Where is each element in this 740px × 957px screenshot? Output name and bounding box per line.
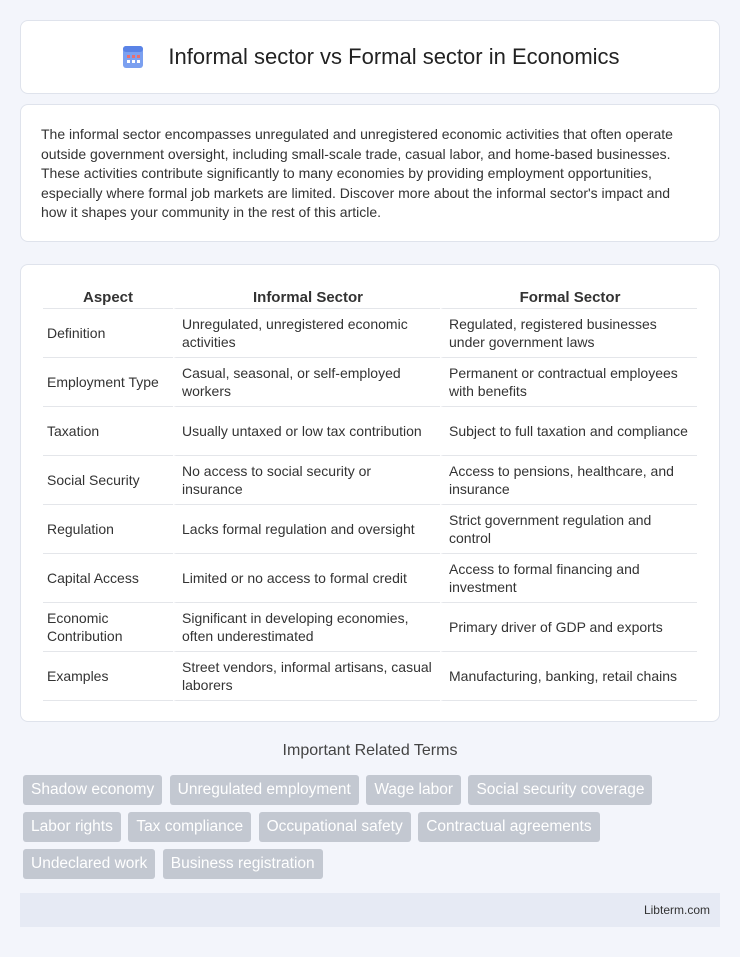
header-aspect: Aspect bbox=[43, 285, 173, 309]
title-card bbox=[20, 20, 720, 94]
comparison-table bbox=[43, 285, 697, 701]
cell-aspect: Employment Type bbox=[43, 358, 173, 407]
tag-wage-labor[interactable]: Wage labor bbox=[366, 775, 461, 805]
cell-informal: Casual, seasonal, or self-employed workers bbox=[173, 358, 440, 407]
cell-formal: Manufacturing, banking, retail chains bbox=[440, 652, 697, 701]
document-icon bbox=[120, 44, 146, 70]
tag-undeclared-work[interactable]: Undeclared work bbox=[23, 849, 155, 879]
tag-occupational-safety[interactable]: Occupational safety bbox=[259, 812, 411, 842]
cell-formal: Access to pensions, healthcare, and insurance bbox=[440, 456, 697, 505]
intro-text: The informal sector encompasses unregulated and unregistered economic activities that often operate outside government oversight, including small-scale trade, casual labor, and home-based businesses. These activities contribute significantly to many economies by providing employment opportunities, especially where formal job markets are limited. Discover more about the informal sector's impact and how it shapes your community in the rest of this article. bbox=[41, 126, 673, 220]
table-row bbox=[43, 603, 697, 652]
table-row bbox=[43, 554, 697, 603]
cell-aspect: Examples bbox=[43, 652, 173, 701]
cell-aspect: Economic Contribution bbox=[43, 603, 173, 652]
cell-informal: Significant in developing economies, often underestimated bbox=[173, 603, 440, 652]
cell-aspect: Capital Access bbox=[43, 554, 173, 603]
tag-shadow-economy[interactable]: Shadow economy bbox=[23, 775, 162, 805]
footer bbox=[20, 893, 720, 927]
related-terms-list bbox=[23, 775, 723, 886]
table-header-row bbox=[43, 285, 697, 309]
tag-tax-compliance[interactable]: Tax compliance bbox=[128, 812, 251, 842]
cell-informal: Lacks formal regulation and oversight bbox=[173, 505, 440, 554]
cell-informal: Limited or no access to formal credit bbox=[173, 554, 440, 603]
cell-informal: Unregulated, unregistered economic activities bbox=[173, 309, 440, 358]
tag-contractual-agreements[interactable]: Contractual agreements bbox=[418, 812, 599, 842]
cell-aspect: Definition bbox=[43, 309, 173, 358]
comparison-table-card bbox=[20, 264, 720, 722]
header-informal: Informal Sector bbox=[173, 285, 440, 309]
cell-formal: Subject to full taxation and compliance bbox=[440, 407, 697, 456]
tag-unregulated-employment[interactable]: Unregulated employment bbox=[170, 775, 359, 805]
intro-card bbox=[20, 104, 720, 242]
cell-informal: Street vendors, informal artisans, casual laborers bbox=[173, 652, 440, 701]
cell-aspect: Regulation bbox=[43, 505, 173, 554]
cell-formal: Strict government regulation and control bbox=[440, 505, 697, 554]
cell-aspect: Social Security bbox=[43, 456, 173, 505]
cell-formal: Access to formal financing and investment bbox=[440, 554, 697, 603]
cell-formal: Regulated, registered businesses under government laws bbox=[440, 309, 697, 358]
footer-site-link[interactable]: Libterm.com bbox=[643, 903, 710, 917]
cell-formal: Primary driver of GDP and exports bbox=[440, 603, 697, 652]
cell-informal: Usually untaxed or low tax contribution bbox=[173, 407, 440, 456]
header-formal: Formal Sector bbox=[440, 285, 697, 309]
table-row bbox=[43, 652, 697, 701]
tag-labor-rights[interactable]: Labor rights bbox=[23, 812, 121, 842]
related-terms-title: Important Related Terms bbox=[282, 742, 458, 759]
cell-aspect: Taxation bbox=[43, 407, 173, 456]
table-row bbox=[43, 309, 697, 358]
page-title: Informal sector vs Formal sector in Economics bbox=[168, 44, 620, 69]
table-row bbox=[43, 407, 697, 456]
table-row bbox=[43, 358, 697, 407]
cell-informal: No access to social security or insurance bbox=[173, 456, 440, 505]
tag-social-security-coverage[interactable]: Social security coverage bbox=[468, 775, 652, 805]
table-row bbox=[43, 505, 697, 554]
tag-business-registration[interactable]: Business registration bbox=[163, 849, 323, 879]
cell-formal: Permanent or contractual employees with benefits bbox=[440, 358, 697, 407]
table-row bbox=[43, 456, 697, 505]
